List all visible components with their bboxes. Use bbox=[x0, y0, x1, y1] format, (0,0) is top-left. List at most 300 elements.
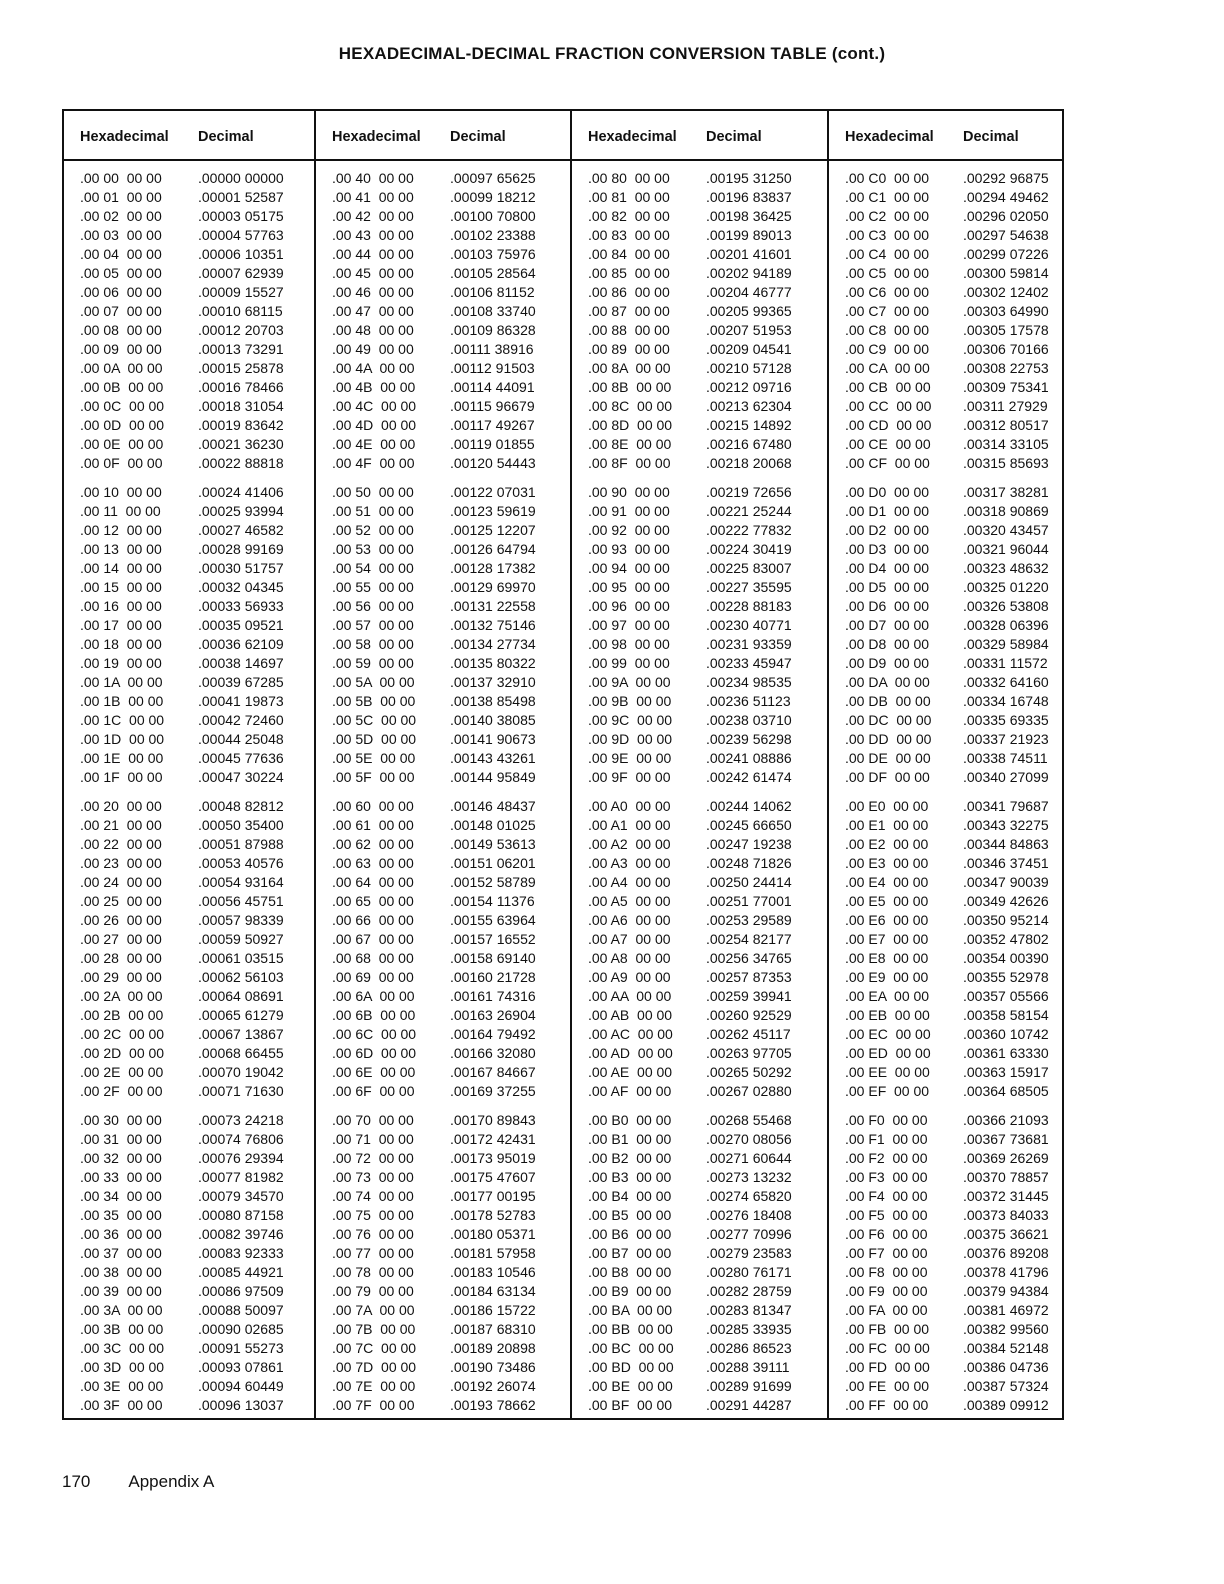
hex-value: .00 31 00 00 bbox=[80, 1131, 162, 1147]
decimal-value: .00064 08691 bbox=[198, 988, 284, 1004]
hex-value: .00 CF 00 00 bbox=[845, 455, 930, 471]
decimal-value: .00086 97509 bbox=[198, 1283, 284, 1299]
hex-value: .00 D8 00 00 bbox=[845, 636, 930, 652]
table-row bbox=[64, 654, 314, 673]
table-row bbox=[572, 730, 827, 749]
hex-value: .00 DB 00 00 bbox=[845, 693, 931, 709]
decimal-value: .00204 46777 bbox=[706, 284, 792, 300]
decimal-value: .00300 59814 bbox=[963, 265, 1049, 281]
table-column bbox=[570, 111, 827, 1418]
table-row bbox=[64, 1082, 314, 1101]
decimal-value: .00302 12402 bbox=[963, 284, 1049, 300]
table-row bbox=[572, 797, 827, 816]
hex-value: .00 16 00 00 bbox=[80, 598, 162, 614]
table-row bbox=[829, 559, 1064, 578]
table-row bbox=[316, 502, 570, 521]
hex-value: .00 C0 00 00 bbox=[845, 170, 930, 186]
hex-value: .00 94 00 00 bbox=[588, 560, 670, 576]
table-row bbox=[316, 559, 570, 578]
decimal-value: .00056 45751 bbox=[198, 893, 284, 909]
decimal-value: .00262 45117 bbox=[706, 1026, 791, 1042]
decimal-value: .00271 60644 bbox=[706, 1150, 792, 1166]
decimal-value: .00099 18212 bbox=[450, 189, 536, 205]
decimal-value: .00364 68505 bbox=[963, 1083, 1049, 1099]
table-row bbox=[829, 1063, 1064, 1082]
hex-value: .00 BF 00 00 bbox=[588, 1397, 673, 1413]
decimal-value: .00102 23388 bbox=[450, 227, 536, 243]
decimal-value: .00338 74511 bbox=[963, 750, 1048, 766]
table-row bbox=[316, 359, 570, 378]
hex-value: .00 06 00 00 bbox=[80, 284, 162, 300]
decimal-value: .00253 29589 bbox=[706, 912, 792, 928]
row-group bbox=[829, 797, 1064, 1101]
table-row bbox=[316, 1377, 570, 1396]
table-row bbox=[829, 949, 1064, 968]
table-row bbox=[64, 873, 314, 892]
decimal-value: .00352 47802 bbox=[963, 931, 1049, 947]
hex-value: .00 D7 00 00 bbox=[845, 617, 930, 633]
decimal-value: .00178 52783 bbox=[450, 1207, 536, 1223]
hex-value: .00 18 00 00 bbox=[80, 636, 162, 652]
hex-value: .00 38 00 00 bbox=[80, 1264, 162, 1280]
hex-value: .00 B8 00 00 bbox=[588, 1264, 672, 1280]
hex-value: .00 F9 00 00 bbox=[845, 1283, 928, 1299]
hex-value: .00 FD 00 00 bbox=[845, 1359, 930, 1375]
table-row bbox=[829, 435, 1064, 454]
hex-value: .00 05 00 00 bbox=[80, 265, 162, 281]
decimal-value: .00103 75976 bbox=[450, 246, 536, 262]
decimal-value: .00123 59619 bbox=[450, 503, 536, 519]
decimal-value: .00106 81152 bbox=[450, 284, 535, 300]
table-row bbox=[572, 578, 827, 597]
table-row bbox=[572, 416, 827, 435]
decimal-value: .00190 73486 bbox=[450, 1359, 536, 1375]
table-row bbox=[829, 768, 1064, 787]
table-row bbox=[829, 1339, 1064, 1358]
table-row bbox=[829, 873, 1064, 892]
decimal-value: .00250 24414 bbox=[706, 874, 792, 890]
hex-value: .00 A9 00 00 bbox=[588, 969, 671, 985]
table-row bbox=[572, 1044, 827, 1063]
hex-value: .00 E2 00 00 bbox=[845, 836, 929, 852]
decimal-value: .00012 20703 bbox=[198, 322, 284, 338]
decimal-value: .00129 69970 bbox=[450, 579, 536, 595]
table-row bbox=[64, 502, 314, 521]
table-row bbox=[829, 654, 1064, 673]
decimal-value: .00367 73681 bbox=[963, 1131, 1049, 1147]
decimal-value: .00013 73291 bbox=[198, 341, 284, 357]
decimal-value: .00169 37255 bbox=[450, 1083, 536, 1099]
table-row bbox=[316, 397, 570, 416]
hex-value: .00 70 00 00 bbox=[332, 1112, 414, 1128]
decimal-value: .00331 11572 bbox=[963, 655, 1048, 671]
table-row bbox=[829, 673, 1064, 692]
hex-value: .00 B1 00 00 bbox=[588, 1131, 672, 1147]
table-row bbox=[316, 1044, 570, 1063]
hex-value: .00 86 00 00 bbox=[588, 284, 670, 300]
decimal-value: .00088 50097 bbox=[198, 1302, 284, 1318]
table-row bbox=[829, 245, 1064, 264]
table-row bbox=[316, 854, 570, 873]
row-group bbox=[64, 1111, 314, 1415]
hex-value: .00 8F 00 00 bbox=[588, 455, 671, 471]
hex-value: .00 2C 00 00 bbox=[80, 1026, 165, 1042]
dec-header: Decimal bbox=[450, 129, 506, 145]
decimal-value: .00018 31054 bbox=[198, 398, 284, 414]
hex-value: .00 0D 00 00 bbox=[80, 417, 165, 433]
hex-value: .00 74 00 00 bbox=[332, 1188, 414, 1204]
decimal-value: .00219 72656 bbox=[706, 484, 792, 500]
hex-value: .00 FB 00 00 bbox=[845, 1321, 930, 1337]
decimal-value: .00166 32080 bbox=[450, 1045, 536, 1061]
decimal-value: .00358 58154 bbox=[963, 1007, 1049, 1023]
hex-value: .00 CB 00 00 bbox=[845, 379, 931, 395]
table-row bbox=[572, 1225, 827, 1244]
decimal-value: .00068 66455 bbox=[198, 1045, 284, 1061]
table-row bbox=[829, 1396, 1064, 1415]
decimal-value: .00241 08886 bbox=[706, 750, 792, 766]
table-row bbox=[572, 169, 827, 188]
decimal-value: .00207 51953 bbox=[706, 322, 792, 338]
decimal-value: .00341 79687 bbox=[963, 798, 1049, 814]
decimal-value: .00144 95849 bbox=[450, 769, 536, 785]
table-row bbox=[572, 892, 827, 911]
table-row bbox=[829, 816, 1064, 835]
table-row bbox=[572, 968, 827, 987]
table-row bbox=[572, 1168, 827, 1187]
hex-value: .00 35 00 00 bbox=[80, 1207, 162, 1223]
decimal-value: .00175 47607 bbox=[450, 1169, 536, 1185]
hex-value: .00 E0 00 00 bbox=[845, 798, 929, 814]
hex-value: .00 EE 00 00 bbox=[845, 1064, 930, 1080]
decimal-value: .00132 75146 bbox=[450, 617, 536, 633]
decimal-value: .00195 31250 bbox=[706, 170, 792, 186]
table-row bbox=[64, 283, 314, 302]
table-row bbox=[829, 169, 1064, 188]
table-row bbox=[316, 1206, 570, 1225]
table-row bbox=[64, 1044, 314, 1063]
hex-value: .00 2F 00 00 bbox=[80, 1083, 163, 1099]
hex-value: .00 EB 00 00 bbox=[845, 1007, 930, 1023]
table-row bbox=[572, 559, 827, 578]
hex-value: .00 52 00 00 bbox=[332, 522, 414, 538]
table-row bbox=[64, 1025, 314, 1044]
table-row bbox=[316, 1301, 570, 1320]
table-row bbox=[64, 245, 314, 264]
table-row bbox=[316, 968, 570, 987]
decimal-value: .00090 02685 bbox=[198, 1321, 284, 1337]
decimal-value: .00050 35400 bbox=[198, 817, 284, 833]
decimal-value: .00054 93164 bbox=[198, 874, 284, 890]
decimal-value: .00315 85693 bbox=[963, 455, 1049, 471]
table-row bbox=[316, 692, 570, 711]
table-row bbox=[829, 483, 1064, 502]
hex-value: .00 04 00 00 bbox=[80, 246, 162, 262]
decimal-value: .00288 39111 bbox=[706, 1359, 790, 1375]
decimal-value: .00244 14062 bbox=[706, 798, 792, 814]
hex-value: .00 7F 00 00 bbox=[332, 1397, 415, 1413]
hex-value: .00 2E 00 00 bbox=[80, 1064, 164, 1080]
hex-value: .00 DC 00 00 bbox=[845, 712, 932, 728]
hex-value: .00 F5 00 00 bbox=[845, 1207, 928, 1223]
hex-value: .00 CD 00 00 bbox=[845, 417, 932, 433]
table-row bbox=[572, 873, 827, 892]
hex-value: .00 4E 00 00 bbox=[332, 436, 416, 452]
decimal-value: .00297 54638 bbox=[963, 227, 1049, 243]
decimal-value: .00004 57763 bbox=[198, 227, 284, 243]
hex-value: .00 5B 00 00 bbox=[332, 693, 416, 709]
row-group bbox=[64, 169, 314, 473]
page-number: 170 bbox=[62, 1472, 91, 1491]
decimal-value: .00283 81347 bbox=[706, 1302, 792, 1318]
table-row bbox=[829, 502, 1064, 521]
hex-value: .00 0B 00 00 bbox=[80, 379, 164, 395]
hex-value: .00 F7 00 00 bbox=[845, 1245, 928, 1261]
decimal-value: .00236 51123 bbox=[706, 693, 791, 709]
decimal-value: .00260 92529 bbox=[706, 1007, 792, 1023]
table-row bbox=[64, 1301, 314, 1320]
table-row bbox=[316, 169, 570, 188]
table-column bbox=[314, 111, 570, 1418]
decimal-value: .00231 93359 bbox=[706, 636, 792, 652]
hex-value: .00 01 00 00 bbox=[80, 189, 162, 205]
table-row bbox=[829, 711, 1064, 730]
hex-value: .00 98 00 00 bbox=[588, 636, 670, 652]
decimal-value: .00238 03710 bbox=[706, 712, 792, 728]
row-group bbox=[829, 169, 1064, 473]
decimal-value: .00369 26269 bbox=[963, 1150, 1049, 1166]
table-row bbox=[64, 302, 314, 321]
hex-value: .00 AE 00 00 bbox=[588, 1064, 673, 1080]
hex-value: .00 9D 00 00 bbox=[588, 731, 673, 747]
hex-value: .00 42 00 00 bbox=[332, 208, 414, 224]
table-row bbox=[572, 540, 827, 559]
table-row bbox=[829, 749, 1064, 768]
hex-value: .00 A6 00 00 bbox=[588, 912, 671, 928]
decimal-value: .00108 33740 bbox=[450, 303, 536, 319]
table-row bbox=[572, 302, 827, 321]
hex-value: .00 00 00 00 bbox=[80, 170, 162, 186]
decimal-value: .00350 95214 bbox=[963, 912, 1049, 928]
table-row bbox=[64, 597, 314, 616]
table-row bbox=[572, 711, 827, 730]
table-row bbox=[829, 378, 1064, 397]
decimal-value: .00318 90869 bbox=[963, 503, 1049, 519]
hex-value: .00 66 00 00 bbox=[332, 912, 414, 928]
hex-header: Hexadecimal bbox=[80, 129, 169, 145]
decimal-value: .00267 02880 bbox=[706, 1083, 792, 1099]
table-row bbox=[572, 226, 827, 245]
table-row bbox=[829, 1301, 1064, 1320]
hex-value: .00 8D 00 00 bbox=[588, 417, 673, 433]
hex-value: .00 68 00 00 bbox=[332, 950, 414, 966]
table-row bbox=[316, 797, 570, 816]
hex-value: .00 FF 00 00 bbox=[845, 1397, 929, 1413]
table-row bbox=[829, 968, 1064, 987]
decimal-value: .00366 21093 bbox=[963, 1112, 1049, 1128]
decimal-value: .00259 39941 bbox=[706, 988, 792, 1004]
table-row bbox=[64, 226, 314, 245]
table-row bbox=[64, 616, 314, 635]
decimal-value: .00109 86328 bbox=[450, 322, 536, 338]
table-row bbox=[64, 1339, 314, 1358]
hex-value: .00 63 00 00 bbox=[332, 855, 414, 871]
decimal-value: .00245 66650 bbox=[706, 817, 792, 833]
table-row bbox=[829, 226, 1064, 245]
table-row bbox=[572, 1187, 827, 1206]
table-row bbox=[64, 892, 314, 911]
decimal-value: .00349 42626 bbox=[963, 893, 1049, 909]
decimal-value: .00115 96679 bbox=[450, 398, 535, 414]
table-row bbox=[572, 454, 827, 473]
table-row bbox=[64, 1320, 314, 1339]
table-row bbox=[572, 1320, 827, 1339]
table-row bbox=[572, 1063, 827, 1082]
table-row bbox=[316, 578, 570, 597]
hex-value: .00 62 00 00 bbox=[332, 836, 414, 852]
decimal-value: .00254 82177 bbox=[706, 931, 792, 947]
decimal-value: .00296 02050 bbox=[963, 208, 1049, 224]
hex-value: .00 4A 00 00 bbox=[332, 360, 415, 376]
table-row bbox=[572, 245, 827, 264]
decimal-value: .00184 63134 bbox=[450, 1283, 536, 1299]
hex-value: .00 B5 00 00 bbox=[588, 1207, 672, 1223]
decimal-value: .00006 10351 bbox=[198, 246, 284, 262]
table-row bbox=[316, 749, 570, 768]
decimal-value: .00198 36425 bbox=[706, 208, 792, 224]
decimal-value: .00105 28564 bbox=[450, 265, 536, 281]
hex-value: .00 C8 00 00 bbox=[845, 322, 930, 338]
hex-value: .00 97 00 00 bbox=[588, 617, 670, 633]
table-row bbox=[829, 207, 1064, 226]
decimal-value: .00181 57958 bbox=[450, 1245, 536, 1261]
table-row bbox=[316, 930, 570, 949]
hex-value: .00 71 00 00 bbox=[332, 1131, 414, 1147]
decimal-value: .00117 49267 bbox=[450, 417, 535, 433]
table-row bbox=[829, 930, 1064, 949]
hex-value: .00 BD 00 00 bbox=[588, 1359, 674, 1375]
decimal-value: .00057 98339 bbox=[198, 912, 284, 928]
table-row bbox=[572, 1244, 827, 1263]
decimal-value: .00140 38085 bbox=[450, 712, 536, 728]
decimal-value: .00340 27099 bbox=[963, 769, 1049, 785]
decimal-value: .00376 89208 bbox=[963, 1245, 1049, 1261]
decimal-value: .00177 00195 bbox=[450, 1188, 536, 1204]
decimal-value: .00285 33935 bbox=[706, 1321, 792, 1337]
decimal-value: .00386 04736 bbox=[963, 1359, 1049, 1375]
decimal-value: .00221 25244 bbox=[706, 503, 792, 519]
table-row bbox=[316, 730, 570, 749]
table-row bbox=[572, 378, 827, 397]
row-group bbox=[572, 483, 827, 787]
decimal-value: .00320 43457 bbox=[963, 522, 1049, 538]
hex-value: .00 B3 00 00 bbox=[588, 1169, 672, 1185]
decimal-value: .00192 26074 bbox=[450, 1378, 536, 1394]
hex-value: .00 AC 00 00 bbox=[588, 1026, 673, 1042]
hex-value: .00 27 00 00 bbox=[80, 931, 162, 947]
hex-value: .00 E3 00 00 bbox=[845, 855, 929, 871]
hex-value: .00 D5 00 00 bbox=[845, 579, 930, 595]
hex-value: .00 49 00 00 bbox=[332, 341, 414, 357]
hex-value: .00 A5 00 00 bbox=[588, 893, 671, 909]
decimal-value: .00294 49462 bbox=[963, 189, 1049, 205]
decimal-value: .00201 41601 bbox=[706, 246, 792, 262]
decimal-value: .00347 90039 bbox=[963, 874, 1049, 890]
decimal-value: .00373 84033 bbox=[963, 1207, 1049, 1223]
table-row bbox=[64, 692, 314, 711]
hex-value: .00 B2 00 00 bbox=[588, 1150, 672, 1166]
hex-value: .00 95 00 00 bbox=[588, 579, 670, 595]
table-row bbox=[64, 949, 314, 968]
hex-value: .00 73 00 00 bbox=[332, 1169, 414, 1185]
decimal-value: .00233 45947 bbox=[706, 655, 792, 671]
hex-value: .00 88 00 00 bbox=[588, 322, 670, 338]
hex-value: .00 AF 00 00 bbox=[588, 1083, 672, 1099]
hex-value: .00 E7 00 00 bbox=[845, 931, 929, 947]
table-row bbox=[316, 768, 570, 787]
decimal-value: .00003 05175 bbox=[198, 208, 284, 224]
table-row bbox=[572, 264, 827, 283]
hex-value: .00 26 00 00 bbox=[80, 912, 162, 928]
hex-value: .00 C2 00 00 bbox=[845, 208, 930, 224]
decimal-value: .00273 13232 bbox=[706, 1169, 792, 1185]
decimal-value: .00381 46972 bbox=[963, 1302, 1049, 1318]
hex-value: .00 E6 00 00 bbox=[845, 912, 929, 928]
table-row bbox=[829, 1358, 1064, 1377]
table-row bbox=[64, 169, 314, 188]
hex-value: .00 F0 00 00 bbox=[845, 1112, 928, 1128]
decimal-value: .00213 62304 bbox=[706, 398, 792, 414]
table-row bbox=[64, 1168, 314, 1187]
table-row bbox=[64, 1006, 314, 1025]
hex-header: Hexadecimal bbox=[588, 129, 677, 145]
decimal-value: .00138 85498 bbox=[450, 693, 536, 709]
table-row bbox=[829, 1168, 1064, 1187]
hex-value: .00 1E 00 00 bbox=[80, 750, 164, 766]
table-row bbox=[829, 1282, 1064, 1301]
decimal-value: .00355 52978 bbox=[963, 969, 1049, 985]
decimal-value: .00189 20898 bbox=[450, 1340, 536, 1356]
hex-value: .00 56 00 00 bbox=[332, 598, 414, 614]
hex-header: Hexadecimal bbox=[845, 129, 934, 145]
hex-value: .00 44 00 00 bbox=[332, 246, 414, 262]
table-row bbox=[572, 502, 827, 521]
decimal-value: .00335 69335 bbox=[963, 712, 1049, 728]
hex-value: .00 91 00 00 bbox=[588, 503, 670, 519]
decimal-value: .00161 74316 bbox=[450, 988, 536, 1004]
table-row bbox=[316, 987, 570, 1006]
decimal-value: .00325 01220 bbox=[963, 579, 1049, 595]
table-row bbox=[316, 340, 570, 359]
decimal-value: .00343 32275 bbox=[963, 817, 1049, 833]
decimal-value: .00270 08056 bbox=[706, 1131, 792, 1147]
hex-value: .00 12 00 00 bbox=[80, 522, 162, 538]
decimal-value: .00212 09716 bbox=[706, 379, 792, 395]
table-row bbox=[316, 1282, 570, 1301]
table-row bbox=[572, 1396, 827, 1415]
column-header bbox=[316, 111, 570, 161]
table-row bbox=[316, 673, 570, 692]
table-row bbox=[572, 1130, 827, 1149]
hex-value: .00 7E 00 00 bbox=[332, 1378, 416, 1394]
hex-value: .00 57 00 00 bbox=[332, 617, 414, 633]
hex-value: .00 EC 00 00 bbox=[845, 1026, 931, 1042]
table-row bbox=[572, 692, 827, 711]
decimal-value: .00065 61279 bbox=[198, 1007, 284, 1023]
decimal-value: .00091 55273 bbox=[198, 1340, 284, 1356]
table-row bbox=[572, 1111, 827, 1130]
hex-value: .00 99 00 00 bbox=[588, 655, 670, 671]
